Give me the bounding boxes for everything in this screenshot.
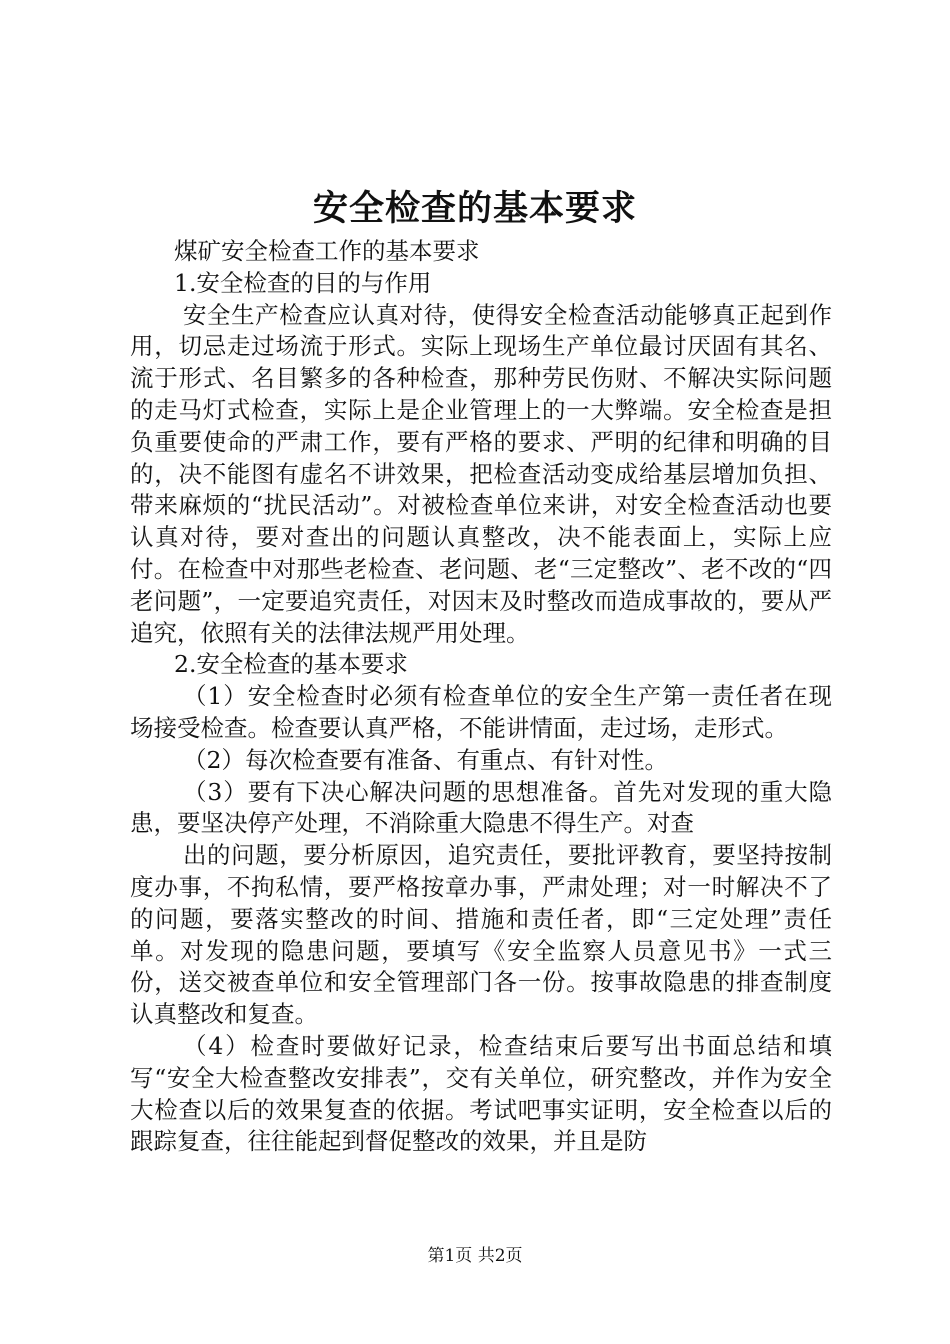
document-body xyxy=(130,236,832,1158)
requirement-3-continued: 出的问题，要分析原因，追究责任，要批评教育，要坚持按制度办事，不拘私情，要严格按章办事，严肃处理；对一时解决不了的问题，要落实整改的时间、措施和责任者，即“三定处理”责任单。对发现的隐患问题，要填写《安全监察人员意见书》一式三份，送交被查单位和安全管理部门各一份。按事故隐患的排查制度认真整改和复查。 xyxy=(130,841,832,1029)
requirement-3: （3）要有下决心解决问题的思想准备。首先对发现的重大隐患，要坚决停产处理，不消除重大隐患不得生产。对查 xyxy=(130,777,832,838)
requirement-4: （4）检查时要做好记录，检查结束后要写出书面总结和填写“安全大检查整改安排表”，交有关单位，研究整改，并作为安全大检查以后的效果复查的依据。考试吧事实证明，安全检查以后的跟踪复查，往往能起到督促整改的效果，并且是防 xyxy=(130,1031,832,1156)
document-title: 安全检查的基本要求 xyxy=(312,188,637,229)
section1-paragraph: 安全生产检查应认真对待，使得安全检查活动能够真正起到作用，切忌走过场流于形式。实际上现场生产单位最讨厌固有其名、流于形式、名目繁多的各种检查，那种劳民伤财、不解决实际问题的走马灯式检查，实际上是企业管理上的一大弊端。安全检查是担负重要使命的严肃工作，要有严格的要求、严明的纪律和明确的目的，决不能图有虚名不讲效果，把检查活动变成给基层增加负担、带来麻烦的“扰民活动”。对被检查单位来讲，对安全检查活动也要认真对待，要对查出的问题认真整改，决不能表面上，实际上应付。在检查中对那些老检查、老问题、老“三定整改”、老不改的“四老问题”，一定要追究责任，对因末及时整改而造成事故的，要从严追究，依照有关的法律法规严用处理。 xyxy=(130,300,832,647)
page-number-footer: 第1页 共2页 xyxy=(427,1246,523,1266)
section1-heading: 1.安全检查的目的与作用 xyxy=(174,268,432,297)
requirement-1: （1）安全检查时必须有检查单位的安全生产第一责任者在现场接受检查。检查要认真严格，不能讲情面，走过场，走形式。 xyxy=(130,682,832,742)
subtitle: 煤矿安全检查工作的基本要求 xyxy=(174,237,480,265)
requirement-2: （2）每次检查要有准备、有重点、有针对性。 xyxy=(183,745,668,774)
section2-heading: 2.安全检查的基本要求 xyxy=(174,650,408,679)
